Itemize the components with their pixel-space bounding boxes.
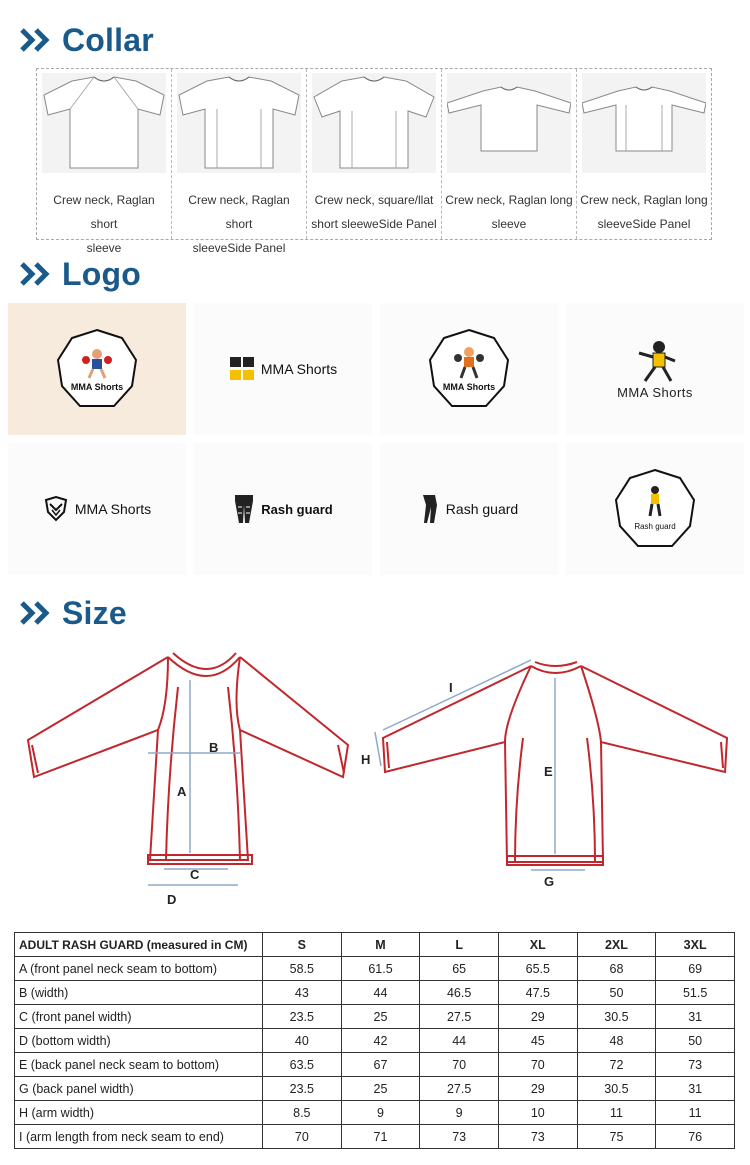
logo-option[interactable] bbox=[194, 443, 372, 575]
shirt-long-sleeve-icon bbox=[447, 73, 571, 173]
table-row bbox=[15, 1101, 735, 1125]
shield-icon bbox=[43, 496, 69, 522]
table-cell: 31 bbox=[656, 1077, 735, 1101]
table-cell: 29 bbox=[498, 1005, 577, 1029]
dimension-b-label: B bbox=[209, 740, 219, 755]
collar-option[interactable] bbox=[37, 69, 172, 255]
table-cell: 67 bbox=[341, 1053, 420, 1077]
table-cell: 69 bbox=[656, 957, 735, 981]
collar-option[interactable] bbox=[442, 69, 577, 239]
collar-option[interactable] bbox=[577, 69, 711, 239]
dimension-c-label: C bbox=[190, 867, 200, 882]
table-cell: 42 bbox=[341, 1029, 420, 1053]
logo-option[interactable] bbox=[194, 303, 372, 435]
octagon-badge-icon bbox=[52, 324, 142, 414]
table-cell: 63.5 bbox=[263, 1053, 342, 1077]
dimension-i-label: I bbox=[449, 680, 453, 695]
double-chevron-icon bbox=[20, 262, 54, 286]
table-header-cell: S bbox=[263, 933, 342, 957]
logo-text: MMA Shorts bbox=[260, 361, 338, 377]
table-row bbox=[15, 1125, 735, 1149]
table-cell: 43 bbox=[263, 981, 342, 1005]
shirt-side-panel-icon bbox=[177, 73, 301, 173]
table-cell: 9 bbox=[341, 1101, 420, 1125]
table-cell: B (width) bbox=[15, 981, 263, 1005]
table-cell: 76 bbox=[656, 1125, 735, 1149]
table-cell: C (front panel width) bbox=[15, 1005, 263, 1029]
collar-title: Collar bbox=[62, 21, 154, 58]
table-cell: 73 bbox=[498, 1125, 577, 1149]
table-cell: 75 bbox=[577, 1125, 656, 1149]
table-cell: 65 bbox=[420, 957, 499, 981]
table-cell: 11 bbox=[577, 1101, 656, 1125]
table-cell: 61.5 bbox=[341, 957, 420, 981]
logo-option[interactable] bbox=[566, 443, 744, 575]
table-cell: 25 bbox=[341, 1005, 420, 1029]
table-header-cell: 3XL bbox=[656, 933, 735, 957]
logo-option[interactable] bbox=[380, 303, 558, 435]
double-chevron-icon bbox=[20, 601, 54, 625]
table-row bbox=[15, 981, 735, 1005]
leggings-icon bbox=[233, 493, 255, 525]
table-cell: 29 bbox=[498, 1077, 577, 1101]
octagon-badge-icon bbox=[424, 324, 514, 414]
dimension-g-label: G bbox=[544, 874, 555, 889]
table-cell: 40 bbox=[263, 1029, 342, 1053]
size-heading bbox=[20, 593, 127, 633]
shirt-short-sleeve-icon bbox=[42, 73, 166, 173]
table-cell: 31 bbox=[656, 1005, 735, 1029]
dimension-e-label: E bbox=[544, 764, 553, 779]
dimension-d-label: D bbox=[167, 892, 177, 907]
table-cell: 51.5 bbox=[656, 981, 735, 1005]
table-cell: 30.5 bbox=[577, 1077, 656, 1101]
table-cell: 11 bbox=[656, 1101, 735, 1125]
logo-option[interactable] bbox=[8, 303, 186, 435]
logo-text: MMA Shorts bbox=[617, 384, 693, 400]
leggings-icon bbox=[420, 493, 440, 525]
table-cell: 73 bbox=[420, 1125, 499, 1149]
table-cell: 48 bbox=[577, 1029, 656, 1053]
collar-option[interactable] bbox=[172, 69, 307, 255]
table-cell: E (back panel neck seam to bottom) bbox=[15, 1053, 263, 1077]
collar-caption-line: Crew neck, Raglan long bbox=[580, 193, 708, 207]
table-cell: 70 bbox=[263, 1125, 342, 1149]
table-cell: 50 bbox=[656, 1029, 735, 1053]
collar-caption-line: short sleeweSide Panel bbox=[311, 217, 437, 231]
collar-caption-line: Crew neck, Raglan long bbox=[445, 193, 573, 207]
table-cell: 65.5 bbox=[498, 957, 577, 981]
table-header-cell: ADULT RASH GUARD (measured in CM) bbox=[15, 933, 263, 957]
table-cell: 46.5 bbox=[420, 981, 499, 1005]
table-cell: 72 bbox=[577, 1053, 656, 1077]
table-cell: 9 bbox=[420, 1101, 499, 1125]
logo-option[interactable] bbox=[8, 443, 186, 575]
collar-caption-line: sleeve bbox=[491, 217, 527, 231]
collar-option[interactable] bbox=[307, 69, 442, 239]
collar-caption-line: sleeveSide Panel bbox=[192, 241, 286, 255]
table-row bbox=[15, 1029, 735, 1053]
shirt-square-short-sleeve-icon bbox=[312, 73, 436, 173]
table-cell: D (bottom width) bbox=[15, 1029, 263, 1053]
table-row bbox=[15, 1053, 735, 1077]
table-cell: 50 bbox=[577, 981, 656, 1005]
table-cell: 70 bbox=[498, 1053, 577, 1077]
front-measurement-diagram bbox=[18, 645, 353, 910]
collar-options-grid bbox=[36, 68, 712, 255]
collar-caption-line: Crew neck, Raglan short bbox=[53, 193, 155, 231]
logo-text: MMA Shorts bbox=[442, 382, 496, 392]
shorts-icon bbox=[229, 355, 255, 383]
logo-text: Rash guard bbox=[261, 501, 333, 517]
table-cell: 8.5 bbox=[263, 1101, 342, 1125]
size-title: Size bbox=[62, 594, 127, 631]
table-header-cell: L bbox=[420, 933, 499, 957]
table-cell: A (front panel neck seam to bottom) bbox=[15, 957, 263, 981]
table-cell: 58.5 bbox=[263, 957, 342, 981]
table-cell: 23.5 bbox=[263, 1077, 342, 1101]
dimension-h-line bbox=[375, 732, 381, 766]
logo-title: Logo bbox=[62, 255, 141, 292]
shirt-long-sleeve-side-panel-icon bbox=[582, 73, 706, 173]
table-cell: 71 bbox=[341, 1125, 420, 1149]
table-cell: 45 bbox=[498, 1029, 577, 1053]
fighter-icon bbox=[625, 339, 685, 385]
table-cell: 68 bbox=[577, 957, 656, 981]
logo-heading bbox=[20, 254, 141, 294]
collar-caption-line: sleeveSide Panel bbox=[597, 217, 691, 231]
table-cell: 44 bbox=[420, 1029, 499, 1053]
double-chevron-icon bbox=[20, 28, 54, 52]
table-row bbox=[15, 1005, 735, 1029]
table-header-cell: M bbox=[341, 933, 420, 957]
logo-text: MMA Shorts bbox=[70, 382, 124, 392]
logo-option[interactable] bbox=[566, 303, 744, 435]
table-row bbox=[15, 1077, 735, 1101]
table-cell: 70 bbox=[420, 1053, 499, 1077]
size-chart-table bbox=[14, 932, 735, 1149]
collar-caption-line: Crew neck, Raglan short bbox=[188, 193, 290, 231]
table-cell: G (back panel width) bbox=[15, 1077, 263, 1101]
table-cell: 25 bbox=[341, 1077, 420, 1101]
dimension-h-label: H bbox=[361, 752, 371, 767]
table-row bbox=[15, 957, 735, 981]
back-measurement-diagram bbox=[355, 650, 745, 895]
table-cell: 30.5 bbox=[577, 1005, 656, 1029]
collar-heading bbox=[20, 20, 154, 60]
table-cell: 23.5 bbox=[263, 1005, 342, 1029]
collar-caption-line: Crew neck, square/llat bbox=[314, 193, 434, 207]
table-cell: 47.5 bbox=[498, 981, 577, 1005]
logo-option[interactable] bbox=[380, 443, 558, 575]
collar-caption-line: sleeve bbox=[86, 241, 122, 255]
table-cell: 10 bbox=[498, 1101, 577, 1125]
dimension-a-label: A bbox=[177, 784, 187, 799]
table-header-row bbox=[15, 933, 735, 957]
table-cell: I (arm length from neck seam to end) bbox=[15, 1125, 263, 1149]
table-cell: 44 bbox=[341, 981, 420, 1005]
octagon-badge-icon bbox=[610, 464, 700, 554]
table-header-cell: 2XL bbox=[577, 933, 656, 957]
table-header-cell: XL bbox=[498, 933, 577, 957]
logo-text: MMA Shorts bbox=[74, 501, 152, 517]
table-cell: 27.5 bbox=[420, 1005, 499, 1029]
logo-text: Rash guard bbox=[445, 501, 519, 517]
table-cell: H (arm width) bbox=[15, 1101, 263, 1125]
table-cell: 27.5 bbox=[420, 1077, 499, 1101]
logo-options-grid bbox=[8, 303, 750, 575]
table-cell: 73 bbox=[656, 1053, 735, 1077]
logo-text: Rash guard bbox=[634, 522, 676, 531]
